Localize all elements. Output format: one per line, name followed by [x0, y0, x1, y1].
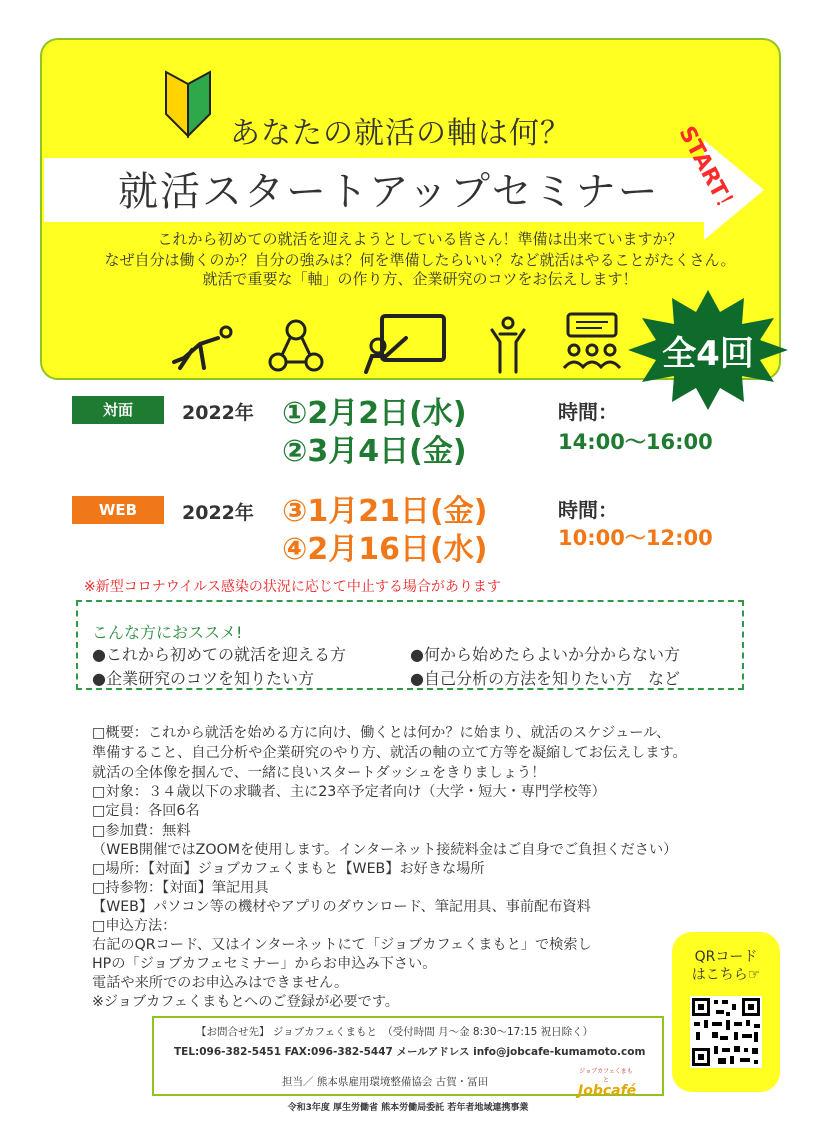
detail-line: HPの「ジョブカフェセミナー」からお申込み下さい。: [92, 956, 437, 972]
crouch-start-icon: [170, 322, 236, 372]
recommend-title: こんな方におススメ!: [92, 623, 243, 642]
detail-line: 【WEB】パソコン等の機材やアプリのダウンロード、筆記用具、事前配布資料: [92, 899, 591, 915]
intro-line: 就活で重要な「軸」の作り方、企業研究のコツをお伝えします！: [202, 270, 638, 288]
logo-subtitle: ジョブカフェくまもと: [579, 1068, 633, 1084]
logo-wordmark: Jobcafé: [578, 1083, 637, 1099]
detail-line: （WEB開催ではZOOMを使用します。インターネット接続料金はご自身でご負担ください）: [92, 842, 678, 858]
time-label: 時間：: [558, 498, 618, 522]
sessions-count: 全4回: [662, 334, 754, 374]
time-value: 14:00～16:00: [558, 430, 713, 454]
detail-line: □定員：各回6名: [92, 803, 200, 819]
session-date: ①2月2日(水): [282, 396, 467, 431]
time-value: 10:00～12:00: [558, 526, 713, 550]
session-date: ②3月4日(金): [282, 434, 467, 469]
session-date: ④2月16日(水): [282, 532, 488, 567]
presenter-board-icon: [362, 312, 448, 374]
detail-line: □場所：【対面】ジョブカフェくまもと【WEB】お好きな場所: [92, 861, 485, 877]
intro-line: なぜ自分は働くのか？自分の強みは？何を準備したらいい？など就活はやることがたくさん。: [104, 251, 736, 269]
detail-line: 電話や来所でのお申込みはできません。: [92, 975, 349, 991]
time-label: 時間：: [558, 400, 618, 424]
detail-line: 準備すること、自己分析や企業研究のやり方、就活の軸の立て方等を凝縮してお伝えします。: [92, 745, 687, 761]
recommend-item: ●これから初めての就活を迎える方: [92, 645, 346, 664]
detail-line: 右記のQRコード、又はインターネットにて「ジョブカフェくまもと」で検索し: [92, 937, 592, 953]
covid-notice: ※新型コロナウイルス感染の状況に応じて中止する場合があります: [84, 579, 501, 595]
qr-code[interactable]: [690, 996, 762, 1068]
beginner-mark-icon: [162, 70, 214, 140]
detail-line: □対象：３４歳以下の求職者、主に23卒予定者向け（大学・短大・専門学校等）: [92, 784, 606, 800]
seminar-title: 就活スタートアップセミナー: [118, 169, 660, 215]
intro-line: これから初めての就活を迎えようとしている皆さん！準備は出来ていますか？: [157, 230, 683, 248]
qr-label-line: はこちら☞: [691, 967, 761, 983]
qr-label-line: QRコード: [694, 949, 758, 965]
start-tag: START！: [673, 122, 743, 222]
in-person-year: 2022年: [182, 402, 254, 424]
network-people-icon: [268, 318, 324, 374]
qr-label: [672, 948, 780, 984]
recommend-item: ●自己分析の方法を知りたい方 など: [410, 669, 680, 688]
in-person-badge: 対面: [72, 396, 164, 424]
contact-person: 担当／ 熊本県雇用環境整備協会 古賀・冨田: [282, 1076, 489, 1088]
contact-line[interactable]: TEL:096-382-5451 FAX:096-382-5447 メールアドレス info@jobcafe-kumamoto.com: [174, 1046, 646, 1058]
audience-icon: [562, 312, 622, 372]
detail-line: □持参物：【対面】筆記用具: [92, 880, 269, 896]
recommend-item: ●企業研究のコツを知りたい方: [92, 669, 314, 688]
jobcafe-logo: [578, 1066, 637, 1099]
detail-line: □参加費：無料: [92, 823, 191, 839]
detail-line: ※ジョブカフェくまもとへのご登録が必要です。: [92, 994, 399, 1010]
web-year: 2022年: [182, 502, 254, 524]
detail-line: □申込方法：: [92, 918, 177, 934]
standing-person-icon: [488, 316, 528, 374]
detail-line: □概要：これから就活を始める方に向け、働くとは何か？に始まり、就活のスケジュール、: [92, 725, 671, 741]
recommend-item: ●何から始めたらよいか分からない方: [410, 645, 680, 664]
session-date: ③1月21日(金): [282, 494, 488, 529]
web-badge: WEB: [72, 496, 164, 524]
footer-credit: 令和3年度 厚生労働省 熊本労働局委託 若年者地域連携事業: [287, 1103, 529, 1113]
headline-question: あなたの就活の軸は何？: [230, 116, 571, 151]
detail-line: 就活の全体像を掴んで、一緒に良いスタートダッシュをきりましょう！: [92, 765, 546, 781]
contact-line: 【お問合せ先】 ジョブカフェくまもと （受付時間 月～金 8:30～17:15 祝日除く）: [196, 1026, 594, 1038]
